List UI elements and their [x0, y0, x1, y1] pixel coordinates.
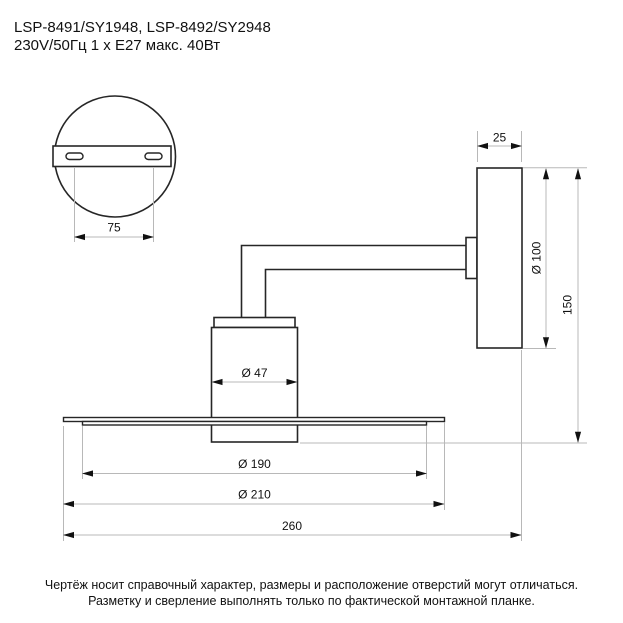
dim-label-overall-height: 150 [560, 294, 575, 316]
wall-plate-side [477, 168, 522, 348]
note-disclaimer: Чертёж носит справочный характер, размеры и расположение отверстий могут отличаться. [44, 578, 579, 592]
mounting-slot-left [66, 153, 83, 160]
lamp-arm-inner-edge [266, 270, 467, 319]
notes-block [0, 578, 623, 609]
note-instruction: Разметку и сверление выполнять только по фактической монтажной планке. [88, 593, 535, 608]
dim-label-plate-depth: 25 [492, 130, 507, 145]
socket-cap [214, 318, 295, 328]
lamp-arm-outer-edge [242, 246, 467, 319]
wall-bracket [466, 238, 477, 279]
lamp-side-view [64, 168, 523, 442]
dim-label-overall-depth: 260 [281, 519, 303, 533]
dim-right-side [300, 168, 587, 443]
dim-label-plate-diameter: Ø 100 [529, 241, 544, 275]
diffuser-disc-bottom [83, 422, 427, 426]
dim-label-hole-spacing: 75 [107, 220, 121, 235]
model-numbers: LSP-8491/SY1948, LSP-8492/SY2948 [14, 19, 271, 36]
dim-plate-depth [478, 131, 522, 163]
mounting-detail [53, 96, 176, 242]
dim-label-inner-disc: Ø 190 [238, 457, 271, 471]
mounting-slot-right [145, 153, 162, 160]
dim-label-outer-disc: Ø 210 [238, 487, 271, 502]
electrical-specs: 230V/50Гц 1 х Е27 макс. 40Вт [14, 37, 221, 54]
dim-label-socket-diameter: Ø 47 [241, 366, 268, 380]
